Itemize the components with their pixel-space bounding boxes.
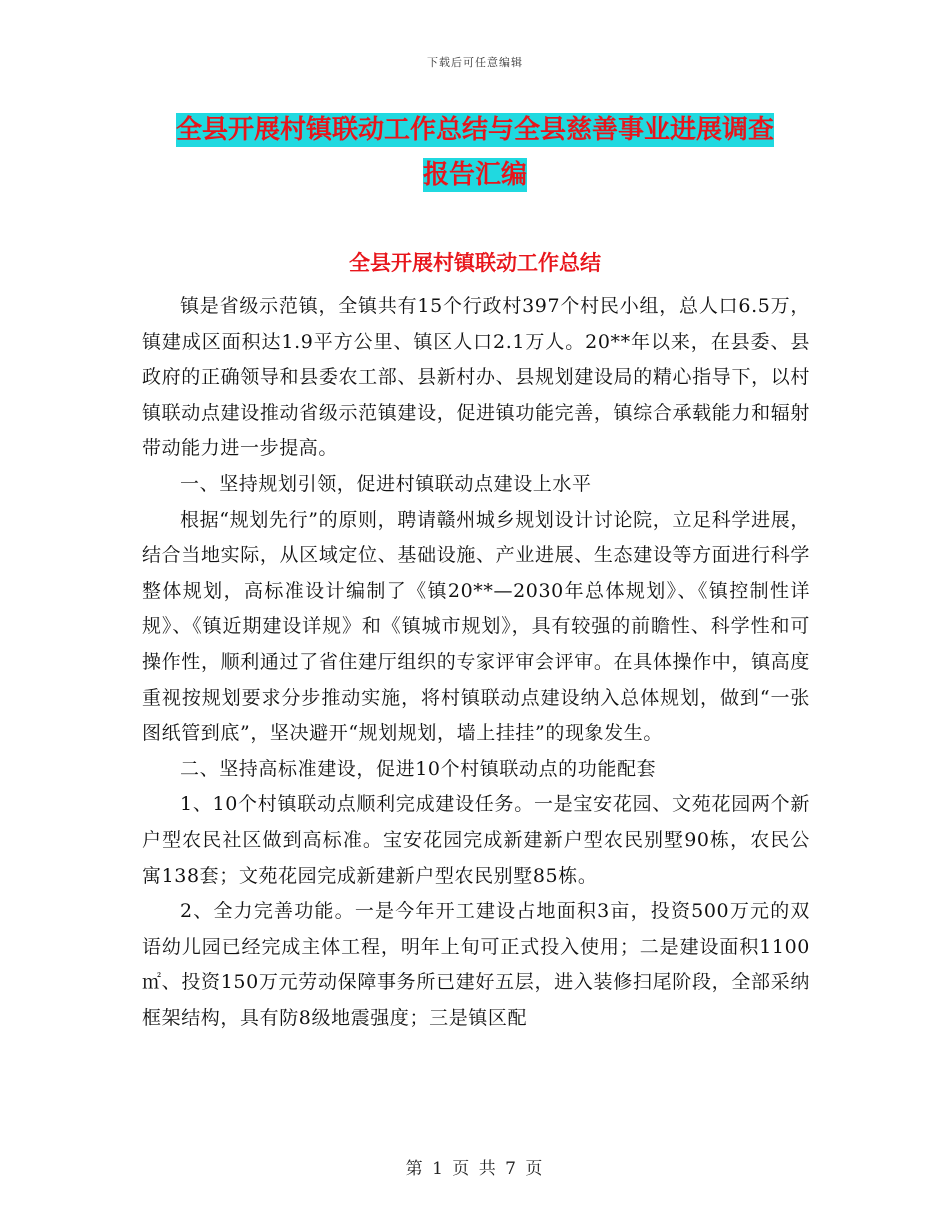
paragraph: 1、10个村镇联动点顺利完成建设任务。一是宝安花园、文苑花园两个新户型农民社区做到高标准。宝安花园完成新建新户型农民别墅90栋，农民公寓138套；文苑花园完成新建新户型农民别墅85栋。 xyxy=(142,793,810,887)
document-title xyxy=(0,108,950,198)
page-number-footer: 第 1 页 共 7 页 xyxy=(405,1159,545,1179)
paragraph: 2、全力完善功能。一是今年开工建设占地面积3亩，投资500万元的双语幼儿园已经完成主体工程，明年上旬可正式投入使用；二是建设面积1100㎡、投资150万元劳动保障事务所已建好五层，进入装修扫尾阶段，全部采纳框架结构，具有防8级地震强度；三是镇区配 xyxy=(142,900,810,1029)
paragraph-heading: 一、坚持规划引领，促进村镇联动点建设上水平 xyxy=(180,472,592,495)
paragraph: 根据“规划先行”的原则，聘请赣州城乡规划设计讨论院，立足科学进展，结合当地实际，从区域定位、基础设施、产业进展、生态建设等方面进行科学整体规划，高标准设计编制了《镇20**—2030年总体规划》、《镇控制性详规》、《镇近期建设详规》和《镇城市规划》，具有较强的前瞻性、科学性和可操作性，顺利通过了省住建厅组织的专家评审会评审。在具体操作中，镇高度重视按规划要求分步推动实施，将村镇联动点建设纳入总体规划，做到“一张图纸管到底”，坚决避开“规划规划，墙上挂挂”的现象发生。 xyxy=(142,508,810,745)
header-note: 下载后可任意编辑 xyxy=(427,56,523,69)
document-title-line-1: 全县开展村镇联动工作总结与全县慈善事业进展调查 xyxy=(175,115,774,145)
paragraph-heading: 二、坚持高标准建设，促进10个村镇联动点的功能配套 xyxy=(180,757,657,780)
document-title-line-2: 报告汇编 xyxy=(422,160,527,190)
paragraph: 镇是省级示范镇，全镇共有15个行政村397个村民小组，总人口6.5万，镇建成区面积达1.9平方公里、镇区人口2.1万人。20**年以来，在县委、县政府的正确领导和县委农工部、县新村办、县规划建设局的精心指导下，以村镇联动点建设推动省级示范镇建设，促进镇功能完善，镇综合承载能力和辐射带动能力进一步提高。 xyxy=(142,295,810,460)
document-body xyxy=(142,289,810,1036)
section-title: 全县开展村镇联动工作总结 xyxy=(349,250,601,275)
